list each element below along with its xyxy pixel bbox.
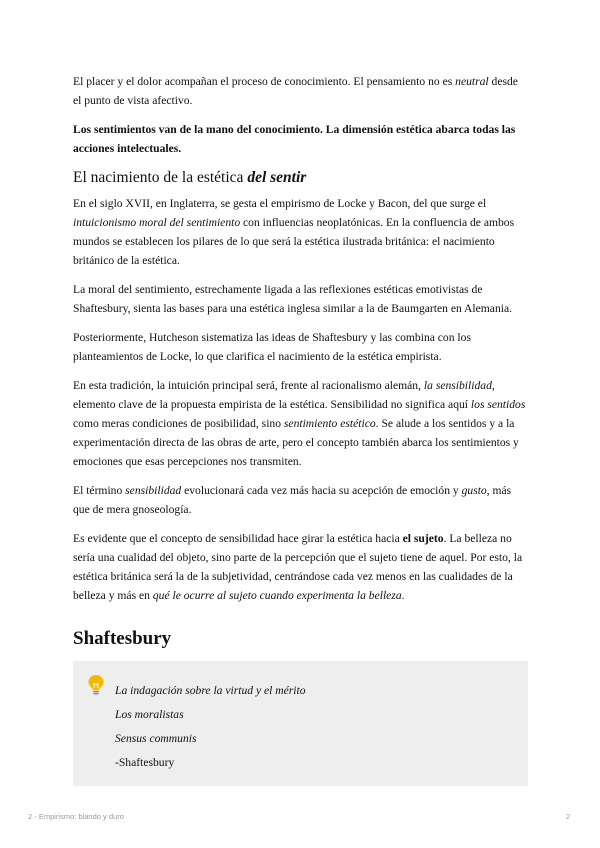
italic-text: la sensibilidad [423,379,492,392]
section-heading-plain: El nacimiento de la estética [73,169,248,186]
text-run: El término [73,484,126,497]
italic-text: Sensus communis [115,732,197,745]
text-run: En el siglo XVII, en Inglaterra, se gesta el empirismo de Locke y Bacon, del que surge el [73,197,487,210]
italic-text: neutral [455,75,489,88]
italic-text: sensibilidad [125,484,182,497]
text-run: . [401,589,405,602]
text-run: , elemento clave de la propuesta empirista de la estética. Sensibilidad no significa aquí [73,379,495,411]
text-run: La moral del sentimiento, estrechamente ligada a las reflexiones estéticas emotivistas de Shaftesbury, sienta las bases para una estética inglesa similar a la de Baumgarten en Alemania. [73,283,513,315]
text-run: -Shaftesbury [115,756,175,769]
text-run: desde el punto de vista afectivo. [73,75,518,107]
text-run: Posteriormente, Hutcheson sistematiza las ideas de Shaftesbury y las combina con los planteamientos de Locke, lo que clarifica el nacimiento de la estética empirista. [73,331,471,363]
body-paragraph [73,376,528,471]
body-paragraph [73,280,528,318]
document-body [73,72,528,786]
quote-line [115,679,306,703]
italic-text: Los moralistas [115,708,184,721]
text-run: En esta tradición, la intuición principal será, frente al racionalismo alemán, [73,379,424,392]
quote-line [115,751,306,775]
text-run: , más que de mera gnoseología. [73,484,512,516]
italic-text: gusto [461,484,487,497]
quote-box [73,661,528,786]
text-run: como meras condiciones de posibilidad, sino [73,417,284,430]
text-run: Es evidente que el concepto de sensibilidad hace girar la estética hacia [73,532,403,545]
body-paragraph [73,481,528,519]
quote-lines [115,679,306,775]
text-run: evolucionará cada vez más hacia su acepción de emoción y [181,484,462,497]
italic-text: qué le ocurre al sujeto cuando experimenta la belleza [152,589,402,602]
bold-text: el sujeto [402,532,444,545]
italic-text: sentimiento estético [283,417,376,430]
intro-paragraph [73,72,528,110]
italic-text: intuicionismo moral del sentimiento [73,216,241,229]
text-run: El placer y el dolor acompañan el proceso de conocimiento. El pensamiento no es [73,75,456,88]
text-run: . Se alude a los sentidos y a la experimentación directa de las obras de arte, pero el concepto también abarca los sentimientos y emociones que esas percepciones nos transmiten. [73,417,519,468]
page-number: 2 [566,812,571,821]
quote-line [115,727,306,751]
quote-line [115,703,306,727]
shaftesbury-heading: Shaftesbury [73,628,172,649]
section-heading-emphasis: del sentir [247,169,307,186]
text-run: con influencias neoplatónicas. En la confluencia de ambos mundos se establecen los pilares de lo que será la estética ilustrada británica: el nacimiento británico de la estética. [73,216,515,267]
italic-text: La indagación sobre la virtud y el mérito [115,684,306,697]
italic-text: los sentidos [470,398,526,411]
intro-bold-paragraph: Los sentimientos van de la mano del conocimiento. La dimensión estética abarca todas las acciones intelectuales. [73,123,516,155]
body-paragraph [73,194,528,270]
lightbulb-icon [87,674,105,696]
text-run: . La belleza no sería una cualidad del objeto, sino parte de la percepción que el sujeto tiene de aquel. Por esto, la estética británica será la de la subjetividad, centrándose cada vez menos en las cualidades de la belleza y más en [73,532,523,602]
footer-title: 2.- Empirismo: blando y duro [28,812,124,821]
section-heading [73,168,528,188]
body-paragraph [73,328,528,366]
body-paragraph [73,529,528,605]
